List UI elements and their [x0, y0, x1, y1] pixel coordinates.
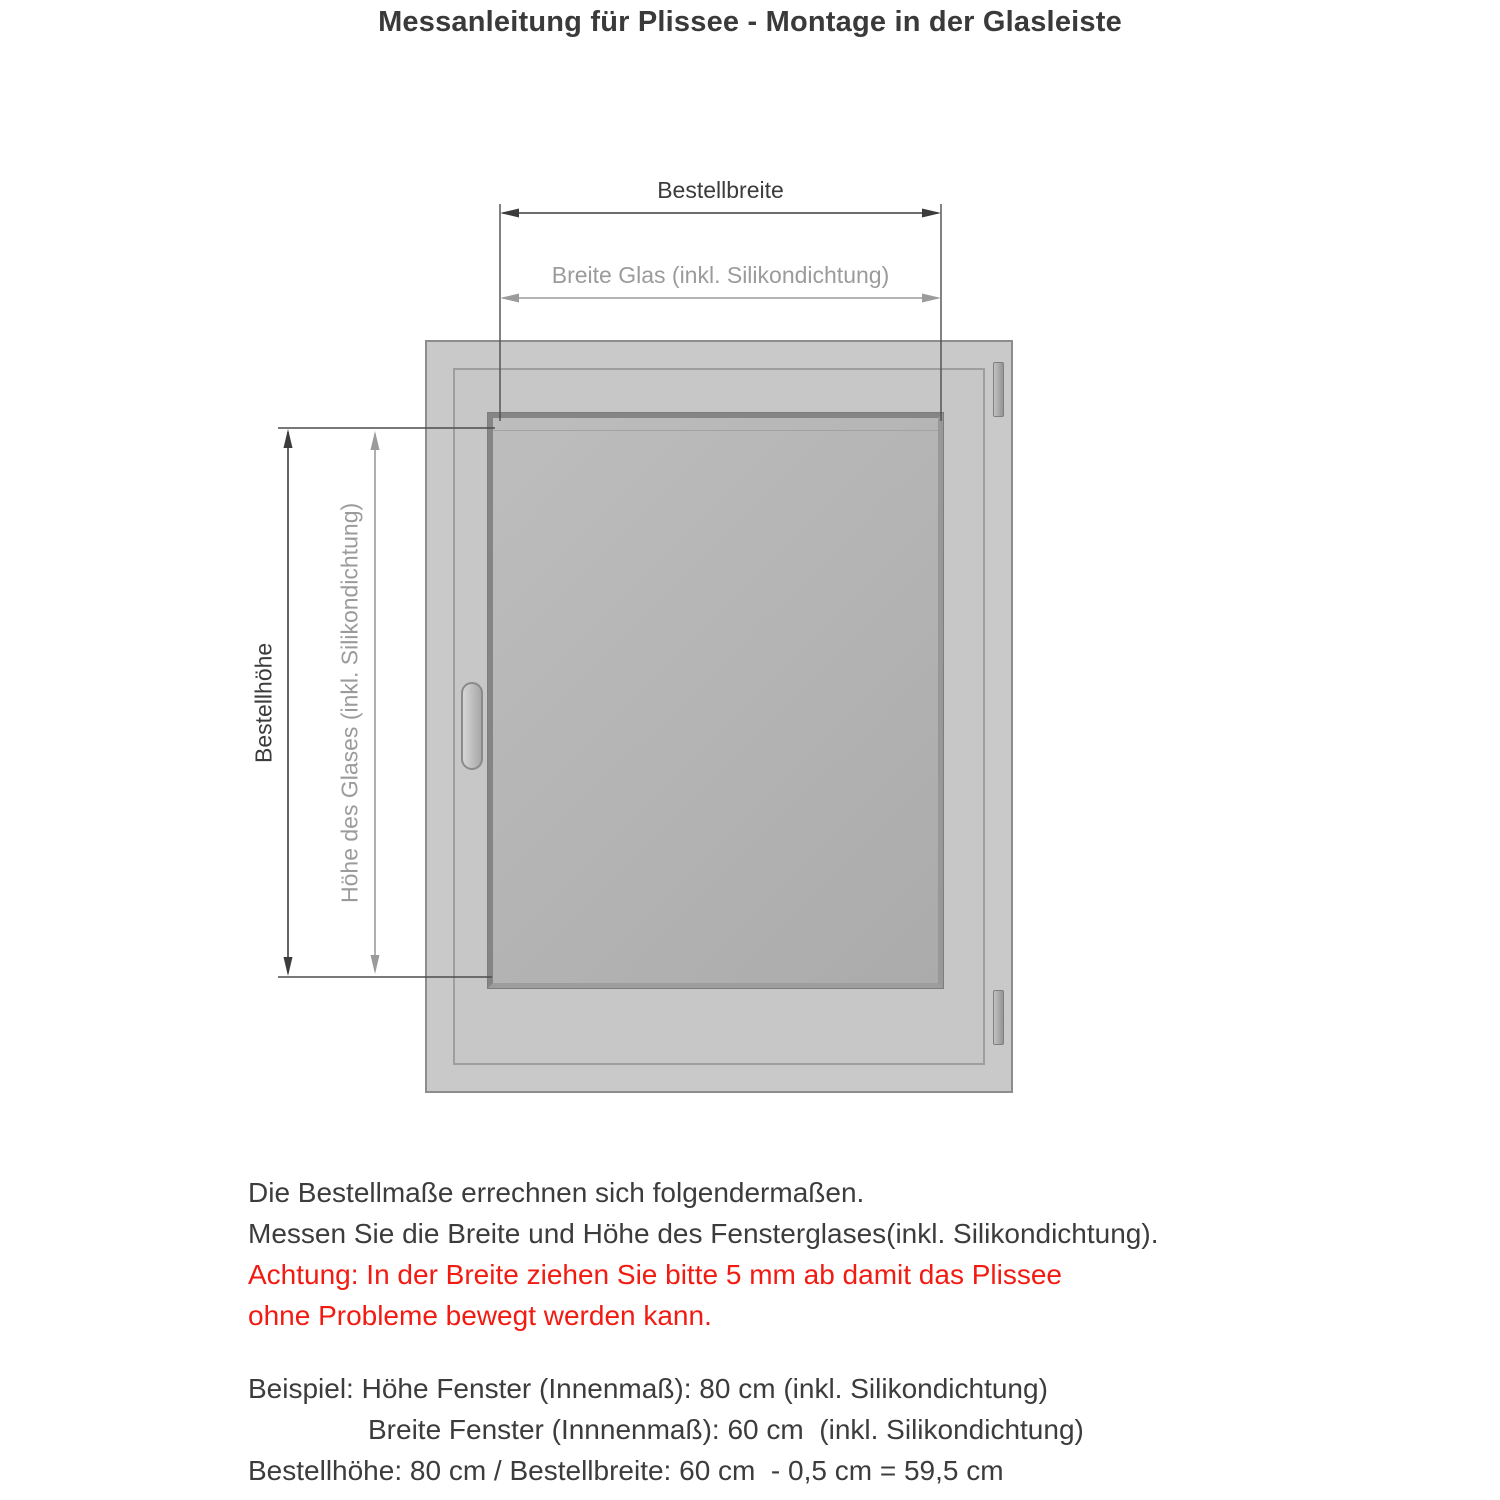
- window-glass-pane: [488, 413, 943, 988]
- glass-width-label: Breite Glas (inkl. Silikondichtung): [551, 262, 890, 288]
- window-illustration: [425, 340, 1013, 1093]
- order-width-label: Bestellbreite: [657, 177, 784, 203]
- instruction-line-1: Die Bestellmaße errechnen sich folgendermaßen.: [248, 1177, 865, 1208]
- order-height-dimension-arrow: [284, 429, 293, 976]
- hinge-bottom-icon: [993, 990, 1004, 1045]
- window-handle-icon: [461, 682, 483, 770]
- glass-height-label: Höhe des Glases (inkl. Silikondichtung): [336, 502, 363, 903]
- instruction-text-block: [248, 1172, 1398, 1491]
- warning-line-1: Achtung: In der Breite ziehen Sie bitte 5 mm ab damit das Plissee: [248, 1259, 1062, 1290]
- example-line-3: Bestellhöhe: 80 cm / Bestellbreite: 60 cm - 0,5 cm = 59,5 cm: [248, 1455, 1004, 1486]
- glass-height-dimension-arrow: [371, 431, 380, 974]
- order-height-label: Bestellhöhe: [250, 642, 277, 764]
- page-title: Messanleitung für Plissee - Montage in der Glasleiste: [378, 6, 1122, 38]
- glass-width-dimension-arrow: [500, 294, 941, 303]
- example-block: [248, 1368, 1398, 1491]
- glass-top-edge-line: [493, 430, 938, 431]
- order-width-dimension-arrow: [500, 209, 941, 218]
- instruction-line-2: Messen Sie die Breite und Höhe des Fensterglases(inkl. Silikondichtung).: [248, 1218, 1159, 1249]
- hinge-top-icon: [993, 362, 1004, 417]
- example-line-2: Breite Fenster (Innnenmaß): 60 cm (inkl. Silikondichtung): [368, 1414, 1084, 1445]
- warning-line-2: ohne Probleme bewegt werden kann.: [248, 1300, 712, 1331]
- example-line-1: Beispiel: Höhe Fenster (Innenmaß): 80 cm (inkl. Silikondichtung): [248, 1373, 1048, 1404]
